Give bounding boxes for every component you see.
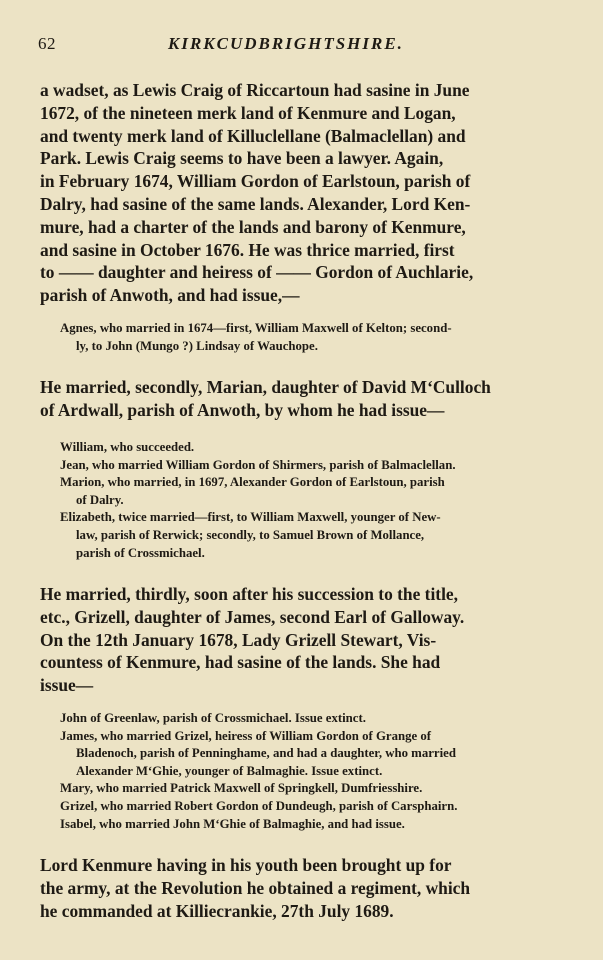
- text-line: and sasine in October 1676. He was thrice married, first: [40, 239, 455, 260]
- issue-entry: James, who married Grizel, heiress of William Gordon of Grange of: [60, 728, 432, 743]
- issue-entry: William, who succeeded.: [60, 440, 195, 454]
- issue-entry: Grizel, who married Robert Gordon of Dundeugh, parish of Carsphairn.: [60, 798, 458, 813]
- issue-entry-continuation: of Dalry.: [76, 492, 124, 507]
- text-line: On the 12th January 1678, Lady Grizell Stewart, Vis-: [40, 629, 437, 650]
- issue-entry: Mary, who married Patrick Maxwell of Springkell, Dumfriesshire.: [60, 781, 423, 796]
- paragraph-2: [40, 376, 562, 422]
- issue-entry-continuation: Alexander M‘Ghie, younger of Balmaghie. Issue extinct.: [76, 763, 383, 778]
- issue-entry-continuation: law, parish of Rerwick; secondly, to Samuel Brown of Mollance,: [76, 527, 425, 542]
- issue-entry: Isabel, who married John M‘Ghie of Balmaghie, and had issue.: [60, 816, 405, 831]
- text-line: countess of Kenmure, had sasine of the lands. She had: [40, 652, 441, 673]
- text-line: parish of Anwoth, and had issue,—: [40, 285, 300, 306]
- text-line: Dalry, had sasine of the same lands. Alexander, Lord Ken-: [40, 193, 471, 214]
- page-header: [38, 34, 578, 60]
- text-line: mure, had a charter of the lands and barony of Kenmure,: [40, 216, 466, 237]
- text-line: and twenty merk land of Killuclellane (Balmaclellan) and: [40, 125, 466, 146]
- text-line: He married, thirdly, soon after his succession to the title,: [40, 584, 458, 604]
- issue-entry: Jean, who married William Gordon of Shirmers, parish of Balmaclellan.: [60, 457, 456, 472]
- issue-entry: Agnes, who married in 1674—first, William Maxwell of Kelton; second-: [60, 321, 452, 335]
- paragraph-3: [40, 583, 562, 697]
- issue-entry: Marion, who married, in 1697, Alexander Gordon of Earlstoun, parish: [60, 475, 445, 490]
- issue-entry-continuation: ly, to John (Mungo ?) Lindsay of Wauchope.: [76, 338, 318, 353]
- issue-entry: John of Greenlaw, parish of Crossmichael. Issue extinct.: [60, 711, 366, 725]
- text-line: to —— daughter and heiress of —— Gordon of Auchlarie,: [40, 262, 474, 283]
- paragraph-1: [40, 79, 562, 307]
- issue-entry-continuation: Bladenoch, parish of Penninghame, and had a daughter, who married: [76, 746, 456, 761]
- text-line: He married, secondly, Marian, daughter of David M‘Culloch: [40, 377, 491, 397]
- issue-list-1: [60, 320, 562, 355]
- issue-entry: Elizabeth, twice married—first, to William Maxwell, younger of New-: [60, 510, 441, 525]
- text-line: he commanded at Killiecrankie, 27th July 1689.: [40, 900, 394, 921]
- text-line: Park. Lewis Craig seems to have been a lawyer. Again,: [40, 148, 444, 169]
- text-line: a wadset, as Lewis Craig of Riccartoun had sasine in June: [40, 80, 470, 100]
- issue-list-2: [60, 439, 562, 562]
- text-line: of Ardwall, parish of Anwoth, by whom he had issue—: [40, 399, 445, 420]
- paragraph-4: [40, 854, 562, 922]
- running-head: KIRKCUDBRIGHTSHIRE.: [168, 34, 404, 53]
- issue-entry-continuation: parish of Crossmichael.: [76, 545, 205, 560]
- page-number: 62: [38, 34, 56, 53]
- text-line: etc., Grizell, daughter of James, second Earl of Galloway.: [40, 606, 465, 627]
- text-line: in February 1674, William Gordon of Earlstoun, parish of: [40, 171, 471, 192]
- text-line: 1672, of the nineteen merk land of Kenmure and Logan,: [40, 102, 456, 123]
- text-line: Lord Kenmure having in his youth been brought up for: [40, 855, 452, 875]
- text-line: issue—: [40, 675, 94, 696]
- issue-list-3: [60, 710, 562, 833]
- text-line: the army, at the Revolution he obtained a regiment, which: [40, 877, 471, 898]
